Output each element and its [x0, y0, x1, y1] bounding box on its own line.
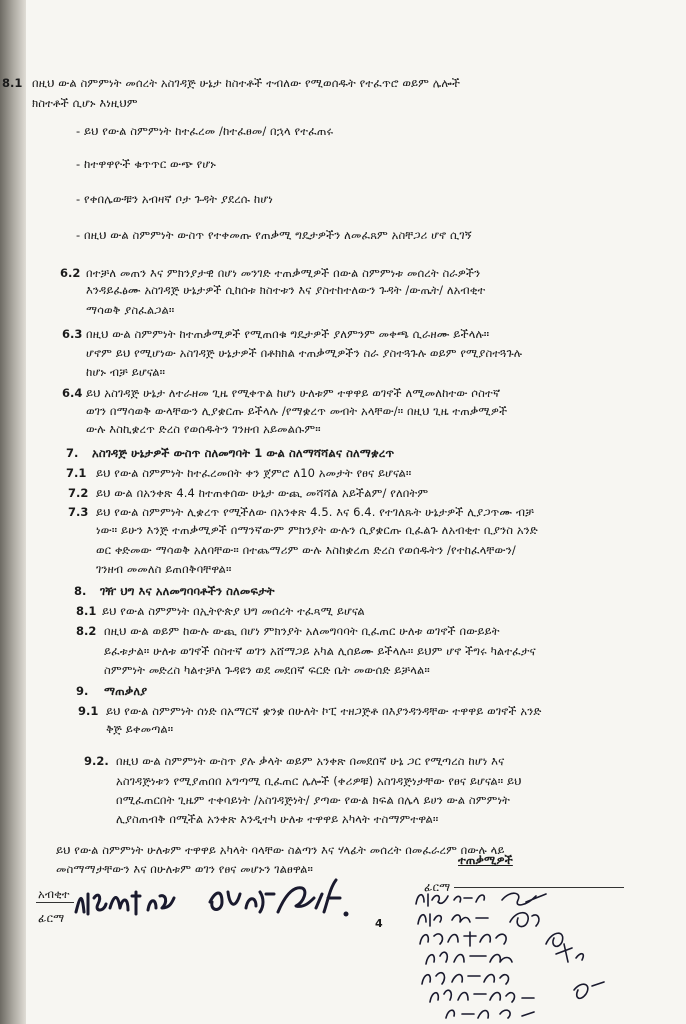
page-number: 4: [375, 917, 383, 930]
clause-line: አስገዳጅነቱን የሚያጠበበ አግጣሚ ቢፈጠር ሌሎች (ቀሪዎቹ) አስገዳጅነታቸው የፀና ይሆናል። ይህ: [116, 774, 522, 788]
clause-line: ወገን በማሳወቅ ውላቸውን ሊያቋርጡ ይችላሉ /የማቋረጥ መብት አላቸው/። በዚህ ጊዜ ተጠቃሚዎች: [86, 404, 508, 418]
handwritten-signatures-list: [406, 886, 646, 1022]
clause-line: ነው። ይሁን እንጅ ተጠቃሚዎች በማንኛውም ምክንያት ውሉን ሲያቋርጡ ቢፈልጉ ለአብቂተ ቢያንስ አንድ: [96, 523, 538, 537]
section-heading: ማጠቃለያ: [104, 684, 148, 698]
clause-line: ወር ቀድመው ማሳወቅ አለባቸው። በተጨማሪም ውሉ እስከቋረጠ ድረስ የወሰዱትን /የተከፈላቸውን/: [96, 543, 516, 557]
clause-number: 7.1: [66, 466, 87, 480]
clause-number: 9.1: [78, 704, 99, 718]
bullet-item: - የቀበሌውቹን አብዛኛ ቦታ ጉዳት ያደረሱ ከሆነ: [76, 192, 273, 206]
clause-line: ይፈቱታል። ሁለቱ ወገኖች ሰስተኛ ወገን አሸማጋይ አካል ሊሰይሙ ይችላሉ። ይህም ሆኖ ችግሩ ካልተፈታና: [104, 644, 536, 658]
clause-line: በዚህ ውል ወይም ከውሉ ውጪ በሆነ ምክንያት አለመግባባት ቢፈጠር ሁለቱ ወገኖች በውይይት: [104, 624, 500, 638]
bullet-item: - ከተዋዋዮች ቁጥጥር ውጭ የሆኑ: [76, 157, 216, 171]
clause-line: ስምምነት መድረስ ካልተቻለ ጉዳዩን ወደ መደበኛ ፍርድ ቤት መውሰድ ይቻላል።: [104, 663, 430, 677]
handwritten-signature: [70, 868, 360, 928]
clause-number: 6.3: [62, 327, 83, 341]
section-number: 9.: [76, 684, 89, 698]
clause-line: ከሆኑ ብቻ ይሆናል።: [86, 365, 166, 379]
clause-line: ይህ የውል ስምምነት ከተፈረመበት ቀን ጀምሮ ለ10 አመታት የፀና ይሆናል።: [96, 466, 412, 480]
section-number: 8.: [74, 584, 87, 598]
section-number: 7.: [66, 446, 79, 460]
label-underline: [36, 902, 74, 903]
clause-line: በዚህ ውል ስምምነት መሰረት አስገዳጅ ሁኔታ ከስተቶች ተብለው የሚወሰዱት የተፈጥሮ ወይም ሌሎች: [32, 76, 461, 90]
clause-line: ይህ የውል ስምምነት ሰነድ በአማርኛ ቋንቋ በሁለት ኮፒ ተዘጋጅቶ በእያንዳንዳቸው ተዋዋይ ወገኖች አንድ: [106, 704, 542, 718]
clause-line: በሚፈጠርበት ጊዜም ተቀባይነት /አስገዳጅነት/ ያጣው የውል ክፍል በሌላ ይሀን ውል ስምምነት: [116, 793, 510, 807]
clause-line: ማሳወቅ ያስፈልጋል።: [86, 303, 175, 317]
clause-line: ክስተቶች ሲሆኑ እነዚህም: [32, 96, 138, 110]
clause-line: ይህ የውል ስምምነት በኢትዮጵያ ህግ መሰረት ተፈጻሚ ይሆናል: [102, 604, 365, 618]
clause-line: ውሉ እስኪቋረጥ ድረስ የወሰዱትን ገንዘብ አይመልሱም።: [86, 422, 321, 436]
clause-line: እንዳይፈፅሙ አስገዳጅ ሁኔታዎች ሲከሰቱ ክስተቱን እና ያስተከተለውን ጉዳት /ውጤት/ ለአብቂተ: [86, 283, 486, 297]
clause-line: ይህ ውል በአንቀጽ 4.4 ከተጠቀሰው ሁኔታ ውጪ መሻሻል አይችልም/ የለበትም: [96, 486, 429, 500]
abikite-label: አብቂተ: [38, 887, 70, 901]
users-heading: ተጠቃሚዎች: [458, 853, 513, 867]
clause-number: 8.1: [76, 604, 97, 618]
document-page: [2, 0, 686, 1024]
clause-line: ሆኖም ይህ የሚሆነው አስገዳጅ ሁኔታዎች በቶክክል ተጠቃሚዎችን ስራ ያስተጓጉሉ ወይም የሚያስተጓጉሉ: [86, 346, 523, 360]
clause-line: በዚህ ውል ስምምነት ከተጠቃሚዎች የሚጠበቁ ግዴታዎች ያለምንም መቀጫ ሲራዘሙ ይችላሉ።: [86, 327, 490, 341]
page-edge-shadow: [0, 0, 28, 1024]
clause-line: በዚህ ውል ስምምነት ውስጥ ያሉ ቃላት ወይም አንቀጽ በመደበኛ ሁኔ ጋር የሚጣረስ ከሆነ እና: [116, 754, 505, 768]
clause-line: ሊያስጠብቅ በሚችል አንቀጽ እንዲተካ ሁለቱ ተዋዋይ አካላት ተስማምተዋል።: [116, 812, 439, 826]
bullet-item: - በዚህ ውል ስምምነት ውስጥ የተቀመጡ የጠቃሚ ግዴታዎችን ለመፈጸም አስቸጋሪ ሆኖ ሲገኝ: [76, 228, 472, 242]
clause-number: 7.3: [68, 505, 89, 519]
clause-number: 6.2: [60, 266, 81, 280]
closing-statement: ይህ የውል ስምምነት ሁለቱም ተዋዋይ አካላት ባላቸው ስልጣን እና ሃላፊት መሰረት በመፈራረም በውሉ ላይ: [56, 843, 505, 857]
clause-number: 8.2: [76, 624, 97, 638]
clause-number: 8.1: [2, 76, 23, 90]
clause-number: 7.2: [68, 486, 89, 500]
clause-line: ይህ አስገዳጅ ሁኔታ ለተራዘመ ጊዜ የሚቀጥል ከሆነ ሁለቱም ተዋዋይ ወገኖች ለሚመለከተው ሶስተኛ: [86, 386, 501, 400]
section-heading: አስገዳጅ ሁኔታዎች ውስጥ ስለመግባት 1 ውል ስለማሻሻልና ስለማቋረጥ: [92, 446, 395, 460]
clause-line: ገንዘብ መመለስ ይጠበቅባቸዋል።: [96, 562, 232, 576]
bullet-item: - ይህ የውል ስምምነት ከተፈረመ /ከተፈፀመ/ በኋላ የተፈጠሩ: [76, 124, 334, 138]
closing-statement: መስማማታቸውን እና በሁለቱም ወገን የፀና መሆኑን ገልፀዋል።: [56, 862, 313, 876]
clause-number: 6.4: [62, 386, 83, 400]
clause-line: ይህ የውል ስምምነት ሊቋረጥ የሚችለው በአንቀጽ 4.5. እና 6.4. የተገለጹት ሁኔታዎች ሊያጋጥሙ ብቻ: [96, 505, 535, 519]
clause-line: በተቻለ መጠን እና ምክንያታዊ በሆነ መንገድ ተጠቃሚዎች በውል ስምምነቱ መሰረት ስራዎችን: [86, 266, 481, 280]
clause-number: 9.2.: [84, 754, 109, 768]
section-heading: ገዥ ህግ እና አለመግባባቶችን ስለመፍታት: [100, 584, 275, 598]
clause-line: ቅጅ ይቀመጣል።: [106, 722, 174, 736]
signature-label: ፊርማ: [424, 880, 451, 894]
signature-label: ፊርማ: [38, 911, 65, 925]
